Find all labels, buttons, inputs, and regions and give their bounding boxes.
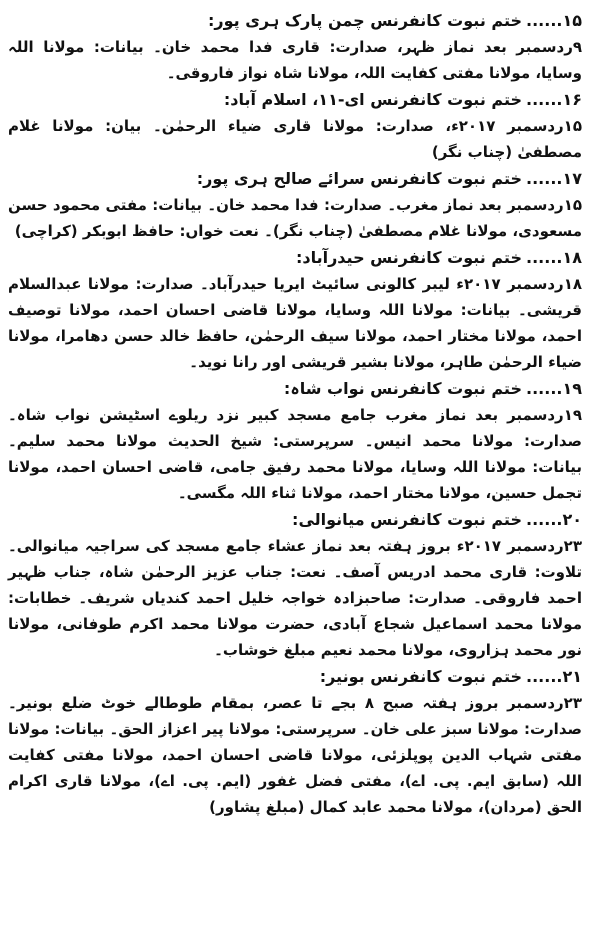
section-number: ۲۱...... (526, 667, 582, 686)
section-number: ۱۶...... (526, 90, 582, 109)
section-title: ختم نبوت کانفرنس نواب شاہ: (283, 379, 522, 398)
document-page (8, 0, 582, 921)
section-number: ۱۷...... (526, 169, 582, 188)
section-heading (8, 664, 582, 690)
section-heading (8, 166, 582, 192)
section-heading (8, 376, 582, 402)
section-title: ختم نبوت کانفرنس بونیر: (319, 667, 522, 686)
section-title: ختم نبوت کانفرنس ای-۱۱، اسلام آباد: (223, 90, 522, 109)
section-title: ختم نبوت کانفرنس میانوالی: (292, 510, 522, 529)
section-title: ختم نبوت کانفرنس سرائے صالح ہری پور: (196, 169, 522, 188)
section-body: ۱۸ردسمبر ۲۰۱۷ء لیبر کالونی سائیٹ ایریا حیدرآباد۔ صدارت: مولانا عبدالسلام قریشی۔ بیانات: مولانا اللہ وسایا، مولانا قاضی احسان احمد، مولانا توصیف احمد، مولانا مختار احمد، مولانا سیف الرحمٰن، حافظ خالد حسن دھامرا، مولانا ضیاء الرحمٰن طاہر، مولانا بشیر قریشی اور رانا نوید۔ (8, 275, 582, 371)
section-17 (8, 166, 582, 244)
section-number: ۱۸...... (526, 248, 582, 267)
section-body: ۱۵ردسمبر ۲۰۱۷ء، صدارت: مولانا قاری ضیاء الرحمٰن۔ بیان: مولانا غلام مصطفیٰ (چناب نگر) (8, 117, 582, 161)
section-title: ختم نبوت کانفرنس حیدرآباد: (295, 248, 522, 267)
section-body: ۱۹ردسمبر بعد نماز مغرب جامع مسجد کبیر نزد ریلوے اسٹیشن نواب شاہ۔ صدارت: مولانا محمد انیس۔ سرپرستی: شیخ الحدیث مولانا محمد سلیم۔ بیانات: مولانا اللہ وسایا، مولانا محمد رفیق جامی، قاضی احسان احمد، مولانا تجمل حسین، مولانا مختار احمد، مولانا ثناء اللہ مگسی۔ (8, 406, 582, 502)
section-heading (8, 8, 582, 34)
section-heading (8, 507, 582, 533)
section-number: ۲۰...... (526, 510, 582, 529)
section-19 (8, 376, 582, 506)
section-16 (8, 87, 582, 165)
section-21 (8, 664, 582, 820)
section-heading (8, 87, 582, 113)
section-body: ۹ردسمبر بعد نماز ظہر، صدارت: قاری فدا محمد خان۔ بیانات: مولانا اللہ وسایا، مولانا مفتی کفایت اللہ، مولانا شاہ نواز فاروقی۔ (8, 38, 582, 82)
section-heading (8, 245, 582, 271)
section-20 (8, 507, 582, 663)
section-body: ۲۳ردسمبر ۲۰۱۷ء بروز ہفتہ بعد نماز عشاء جامع مسجد کی سراجیہ میانوالی۔ تلاوت: قاری محمد ادریس آصف۔ نعت: جناب عزیز الرحمٰن شاہ، جناب ظہیر احمد فاروقی۔ صدارت: صاحبزادہ خواجہ خلیل احمد کندیاں شریف۔ خطابات: مولانا محمد اسماعیل شجاع آبادی، حضرت مولانا محمد اکرم طوفانی، مولانا نور محمد ہزاروی، مولانا محمد نعیم مبلغ خوشاب۔ (8, 537, 582, 659)
section-body: ۲۳ردسمبر بروز ہفتہ صبح ۸ بجے تا عصر، بمقام طوطالے خوٹ ضلع بونیر۔ صدارت: مولانا سبز علی خان۔ سرپرستی: مولانا پیر اعزاز الحق۔ بیانات: مولانا مفتی شہاب الدین پوپلزئی، مولانا قاضی احسان احمد، مولانا مفتی کفایت اللہ (سابق ایم. پی. اے)، مفتی فضل غفور (ایم. پی. اے)، مولانا قاری اکرام الحق (مردان)، مولانا محمد عابد کمال (مبلغ پشاور) (8, 694, 582, 816)
section-number: ۱۹...... (526, 379, 582, 398)
section-title: ختم نبوت کانفرنس چمن پارک ہری پور: (208, 11, 522, 30)
section-body: ۱۵ردسمبر بعد نماز مغرب۔ صدارت: فدا محمد خان۔ بیانات: مفتی محمود حسن مسعودی، مولانا غلام مصطفیٰ (چناب نگر)۔ نعت خواں: حافظ ابوبکر (کراچی) (8, 196, 582, 240)
section-number: ۱۵...... (526, 11, 582, 30)
section-18 (8, 245, 582, 375)
section-15 (8, 8, 582, 86)
